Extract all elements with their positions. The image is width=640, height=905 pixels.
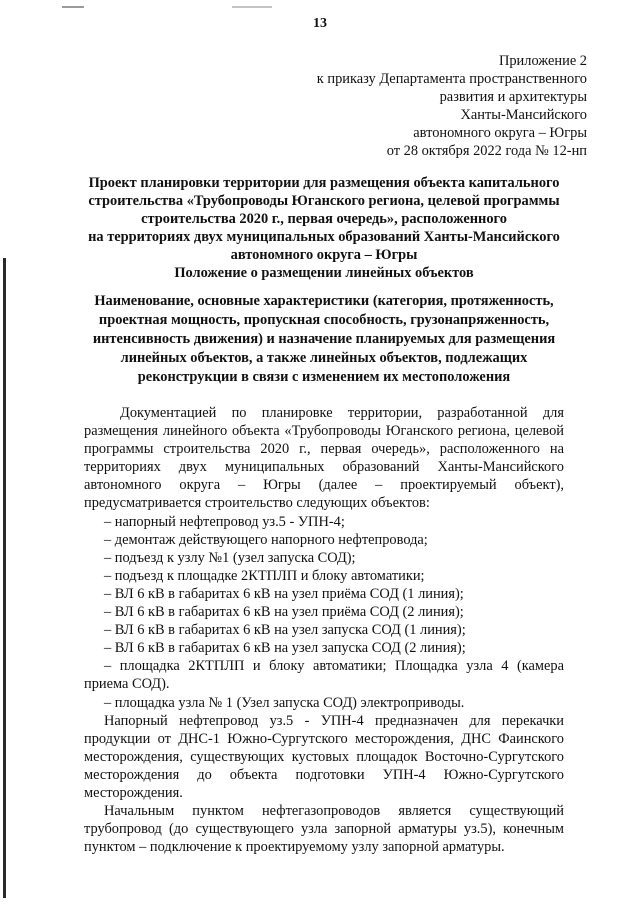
- pipeline-paragraph: [84, 712, 564, 802]
- intro-line: программы строительства 2020 г., первая очередь», расположенного на: [84, 441, 564, 458]
- paragraph-line: Напорный нефтепровод уз.5 - УПН-4 предназначен для перекачки: [104, 712, 564, 729]
- objects-list: [84, 513, 564, 712]
- intro-line: Документацией по планировке территории, разработанной для: [120, 405, 564, 421]
- section-heading-line: линейных объектов, а также линейных объектов, подлежащих: [120, 350, 528, 366]
- scan-artifact: [232, 6, 272, 8]
- paragraph-line: Начальным пунктом нефтегазопроводов является существующий: [104, 803, 564, 820]
- scan-artifact: [62, 6, 84, 8]
- section-heading-line: интенсивность движения) и назначение планируемых для размещения: [92, 331, 556, 347]
- list-item: – подъезд к узлу №1 (узел запуска СОД);: [104, 549, 356, 566]
- list-item: – напорный нефтепровод уз.5 - УПН-4;: [104, 513, 345, 530]
- title-line: на территориях двух муниципальных образований Ханты-Мансийского: [88, 229, 560, 245]
- intro-paragraph: [84, 404, 564, 513]
- title-line: строительства 2020 г., первая очередь», расположенного: [141, 211, 507, 227]
- paragraph-line: месторождения до объекта подготовки УПН-4 Южно-Сургутского: [84, 766, 564, 783]
- intro-line: территориях двух муниципальных образований Ханты-Мансийского: [84, 459, 564, 476]
- scan-margin-bar: [3, 258, 6, 898]
- section-heading-line: реконструкции в связи с изменением их местоположения: [137, 369, 511, 385]
- body-text: [84, 404, 564, 856]
- title-line: Проект планировки территории для размещения объекта капитального: [88, 175, 560, 191]
- section-heading-line: Наименование, основные характеристики (категория, протяженность,: [94, 293, 554, 309]
- appendix-line: от 28 октября 2022 года № 12-нп: [386, 143, 587, 159]
- intro-line: предусматривается строительство следующих объектов:: [84, 495, 430, 512]
- appendix-line: автономного округа – Югры: [413, 125, 587, 141]
- list-item: – ВЛ 6 кВ в габаритах 6 кВ на узел приёма СОД (2 линия);: [104, 604, 464, 621]
- title-line: автономного округа – Югры: [230, 247, 418, 263]
- appendix-line: к приказу Департамента пространственного: [316, 71, 587, 87]
- paragraph-line: продукции от ДНС-1 Южно-Сургутского месторождения, ДНС Фаинского: [84, 730, 564, 747]
- list-item: – ВЛ 6 кВ в габаритах 6 кВ на узел приёма СОД (1 линия);: [104, 585, 464, 602]
- paragraph-line: трубопровод (до существующего узла запорной арматуры уз.5), конечным: [84, 821, 564, 838]
- list-item: – ВЛ 6 кВ в габаритах 6 кВ на узел запуска СОД (1 линия);: [104, 622, 466, 639]
- list-item: – подъезд к площадке 2КТПЛП и блоку автоматики;: [104, 567, 425, 584]
- start-point-paragraph: [84, 802, 564, 856]
- appendix-line: Ханты-Мансийского: [460, 107, 587, 123]
- list-item-continuation: приема СОД).: [84, 676, 170, 693]
- page-number: 13: [313, 16, 327, 31]
- section-heading-line: проектная мощность, пропускная способность, грузонапряженность,: [98, 312, 550, 328]
- paragraph-line: месторождения, существующих кустовых площадок Восточно-Сургутского: [84, 748, 564, 765]
- list-item: – ВЛ 6 кВ в габаритах 6 кВ на узел запуска СОД (2 линия);: [104, 640, 466, 657]
- list-item: – площадка 2КТПЛП и блоку автоматики; Площадка узла 4 (камера: [104, 658, 564, 675]
- section-heading: [84, 292, 564, 387]
- appendix-header: [247, 52, 587, 160]
- title-line: строительства «Трубопроводы Юганского региона, целевой программы: [88, 193, 560, 209]
- paragraph-line: пунктом – подключение к проектируемому узлу запорной арматуры.: [84, 839, 505, 856]
- document-title: [84, 174, 564, 282]
- intro-line: автономного округа – Югры (далее – проектируемый объект),: [84, 477, 564, 494]
- list-item: – площадка узла № 1 (Узел запуска СОД) электроприводы.: [104, 694, 465, 711]
- list-item: – демонтаж действующего напорного нефтепровода;: [104, 531, 428, 548]
- appendix-line: Приложение 2: [498, 53, 587, 69]
- appendix-line: развития и архитектуры: [439, 89, 587, 105]
- title-line: Положение о размещении линейных объектов: [174, 265, 474, 281]
- paragraph-line: месторождения.: [84, 784, 183, 801]
- intro-line: размещения линейного объекта «Трубопроводы Юганского региона, целевой: [84, 423, 564, 440]
